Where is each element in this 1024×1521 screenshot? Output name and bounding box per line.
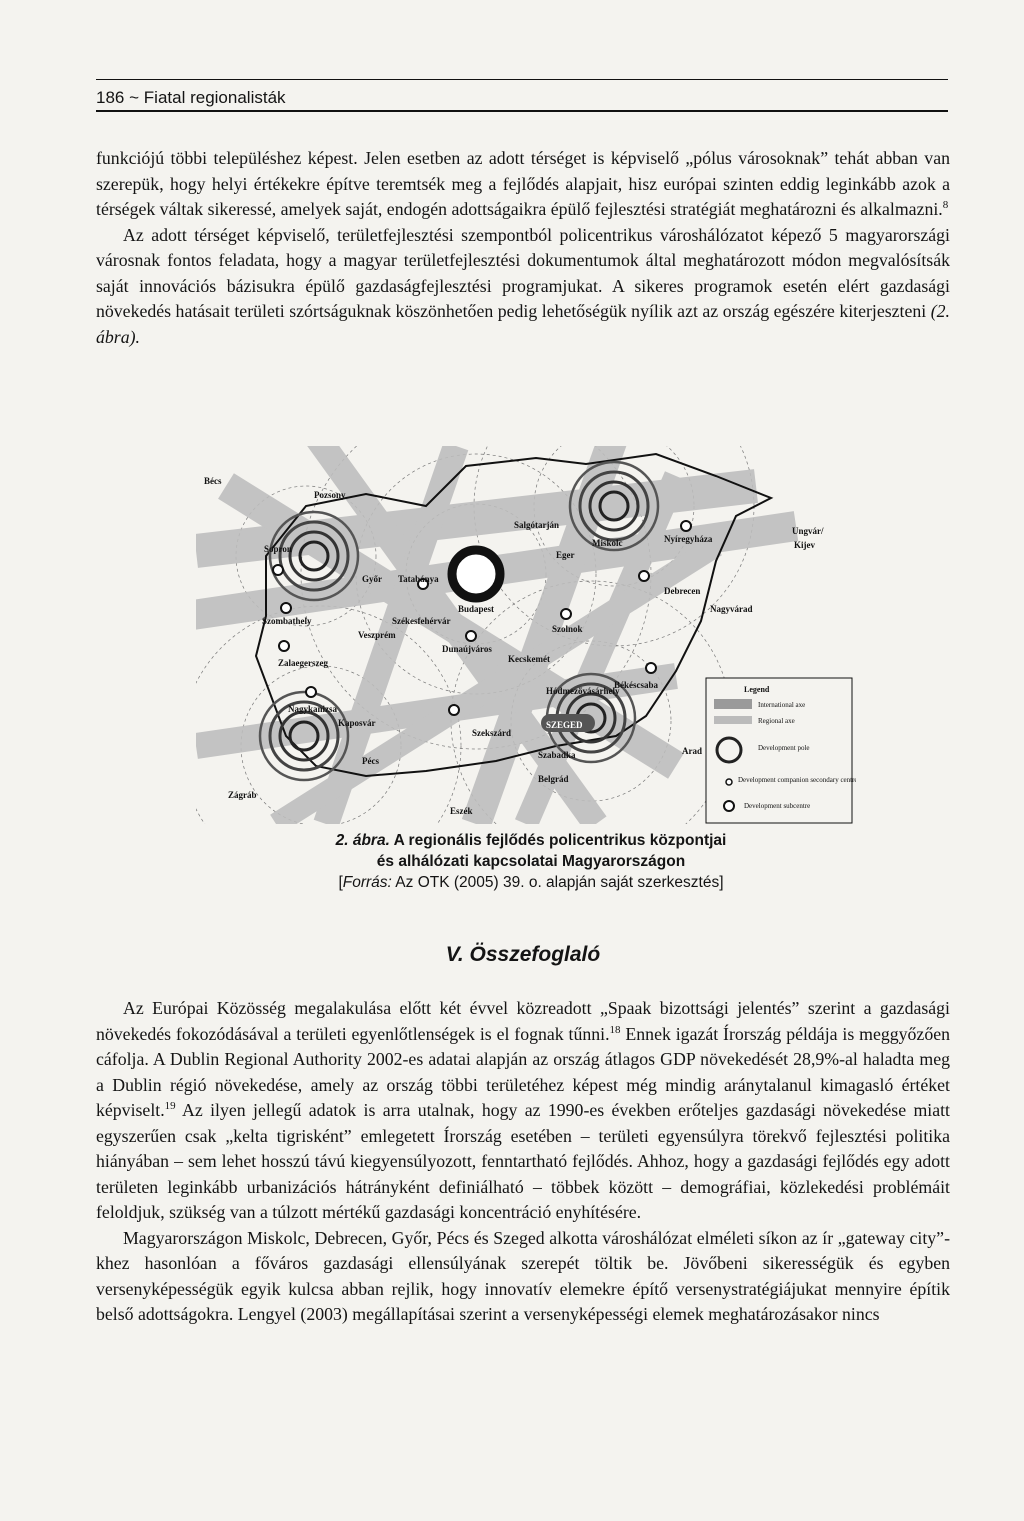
label-kecskemet: Kecskemét xyxy=(508,654,550,664)
label-zalaegerszeg: Zalaegerszeg xyxy=(278,658,328,668)
label-gyor: Győr xyxy=(362,574,382,584)
label-dunaujvaros: Dunaújváros xyxy=(442,644,492,654)
label-kijev: Kijev xyxy=(794,540,815,550)
paragraph-2 xyxy=(96,223,950,351)
paragraph-3: Az Európai Közösség megalakulása előtt két évvel közreadott „Spaak bizottsági jelentés” szerint a gazdasági növekedés fokozódásával a területi egyenlőtlenségek is el fognak tűnni.$^{18}$ Ennek igazát Írország példája is meggyőzően cáfolja. A Dublin Regional Authority 2002-es adatai alapján az ország átlagos GDP növekedését 28,9%-al haladta meg a Dublin régió növekedése, amely az ország többi területéhez képest még mindig aránytalanul kimagasló értéket képviselt.$^{19}$ Az ilyen jellegű adatok is arra utalnak, hogy az 1990-es években erőteljes gazdasági növekedése miatt egyszerűen csak „kelta tigrisként” emlegetett Írország esetében – területi egyensúlyra törekvő fejlesztési politika hiányában – sem lehet hosszú távú kiegyensúlyozott, fenntartható fejlődés. Ahhoz, hogy a gazdasági fejlődés egy adott területen leginkább urbanizációs hátrányként definiálható – többek között – demográfiai, közlekedési problémáit feloldjuk, szükség van a túlzott mértékű gazdasági koncentráció enyhítésére. xyxy=(96,998,951,1222)
paragraph-2-text: Az adott térséget képviselő, területfejlesztési szempontból policentrikus városhálózatot képező 5 magyarországi városnak fontos feladata, hogy a magyar területfejlesztési dokumentumok által meghatározott módon megvalósítsák saját innovációs bázisukra épülő gazdaságfejlesztési programjukat. A sikeres programok esetén elért gazdasági növekedés hatásait területi szórtságuknak köszönhetően pedig lehetőségük nyílik azt az ország egészére kiterjeszteni xyxy=(96,224,950,321)
legend-item-4: Development companion secondary centre xyxy=(738,776,856,784)
page-number: 186 xyxy=(96,88,125,107)
label-nagykanizsa: Nagykanizsa xyxy=(288,704,338,714)
label-becs: Bécs xyxy=(204,476,222,486)
body-text-bottom xyxy=(96,996,950,1328)
top-rule xyxy=(96,79,948,80)
label-szolnok: Szolnok xyxy=(552,624,583,634)
header-separator: ~ xyxy=(129,88,140,107)
body-text-top xyxy=(96,146,950,350)
legend-item-2: Regional axe xyxy=(758,717,795,725)
label-szekszard: Szekszárd xyxy=(472,728,511,738)
label-eger: Eger xyxy=(556,550,575,560)
legend-item-3: Development pole xyxy=(758,744,810,752)
legend-item-1: International axe xyxy=(758,701,806,709)
label-tatabanya: Tatabánya xyxy=(398,574,439,584)
label-szombathely: Szombathely xyxy=(262,616,312,626)
caption-source-label: Forrás: xyxy=(342,874,392,891)
label-hodmezovasarhely: Hódmezővásárhely xyxy=(546,686,620,696)
label-szekesfehervar: Székesfehérvár xyxy=(392,616,451,626)
caption-title-1: A regionális fejlődés policentrikus központjai xyxy=(393,832,727,849)
section-title: V. Összefoglaló xyxy=(445,943,601,966)
label-miskolc: Miskolc xyxy=(592,538,623,548)
paragraph-1 xyxy=(96,146,950,223)
label-salgotarjan: Salgótarján xyxy=(514,520,559,530)
caption-source: [Forrás: Az OTK (2005) 39. o. alapján saját szerkesztés] xyxy=(338,874,724,891)
legend xyxy=(706,678,856,823)
label-ungvar: Ungvár/ xyxy=(792,526,824,536)
footnote-ref-18: 18 xyxy=(609,1023,621,1036)
legend-item-5: Development subcentre xyxy=(744,802,811,810)
figure-map xyxy=(196,446,856,824)
caption-source-text: Az OTK (2005) 39. o. alapján saját szerkesztés xyxy=(395,874,720,891)
label-nagyvarad: Nagyvárad xyxy=(710,604,753,614)
label-belgrad: Belgrád xyxy=(538,774,569,784)
label-debrecen: Debrecen xyxy=(664,586,701,596)
label-eszek: Eszék xyxy=(450,806,473,816)
polycentric-network-map xyxy=(196,446,856,824)
label-pecs: Pécs xyxy=(362,756,379,766)
label-zagrab: Zágráb xyxy=(228,790,257,800)
label-szabadka: Szabadka xyxy=(538,750,576,760)
label-bekescsaba: Békéscsaba xyxy=(614,680,659,690)
legend-secondary-symbol xyxy=(726,779,732,785)
legend-subcentre-symbol xyxy=(724,801,734,811)
label-kaposvar: Kaposvár xyxy=(338,718,376,728)
paragraph-1-text: funkciójú többi településhez képest. Jelen esetben az adott térséget is képviselő „pólus városoknak” tehát abban van szerepük, hogy helyi értékekre építve teremtsék meg a fejlődés alapjait, hisz európai szinten eddig leginkább azok a térségek váltak sikeressé, amelyek saját, endogén adottságaikra épülő fejlesztési stratégiát meghatározni és alkalmazni. xyxy=(96,148,950,219)
legend-intl-swatch xyxy=(714,699,752,709)
label-szeged: SZEGED xyxy=(546,720,583,730)
figure-reference: (2. ábra). xyxy=(96,301,950,347)
running-header xyxy=(96,88,948,110)
header-rule xyxy=(96,110,948,112)
caption-title-line2: és alhálózati kapcsolatai Magyarországon xyxy=(376,853,686,870)
footnote-ref-8: 8 xyxy=(942,199,949,212)
footnote-ref-19: 19 xyxy=(164,1100,176,1113)
budapest-pole xyxy=(452,550,500,598)
label-budapest: Budapest xyxy=(458,604,495,614)
label-pozsony: Pozsony xyxy=(314,490,346,500)
label-arad: Arad xyxy=(682,746,702,756)
figure-caption xyxy=(196,830,866,893)
caption-title-line1 xyxy=(196,830,866,851)
legend-title: Legend xyxy=(744,685,770,694)
legend-regional-swatch xyxy=(714,716,752,724)
label-veszprem: Veszprém xyxy=(358,630,396,640)
label-nyiregyhaza: Nyíregyháza xyxy=(664,534,713,544)
caption-figure-number: 2. ábra. xyxy=(335,832,390,849)
running-title: Fiatal regionalisták xyxy=(143,88,286,107)
paragraph-4: Magyarországon Miskolc, Debrecen, Győr, Pécs és Szeged alkotta városhálózat elméleti síkon az ír „gateway city”-khez hasonlóan a főváros gazdasági ellensúlyának szerepét töltik be. Jövőbeni sikerességük és egyben versenyképességük egyik kulcsa abban rejlik, hogy innovatív elemekre építő versenystratégiájukat mennyire építik belső adottságokra. Lengyel (2003) megállapításai szerint a versenyképességi elemek meghatározásakor nincs xyxy=(96,1227,950,1324)
label-sopron: Sopron xyxy=(264,544,292,554)
